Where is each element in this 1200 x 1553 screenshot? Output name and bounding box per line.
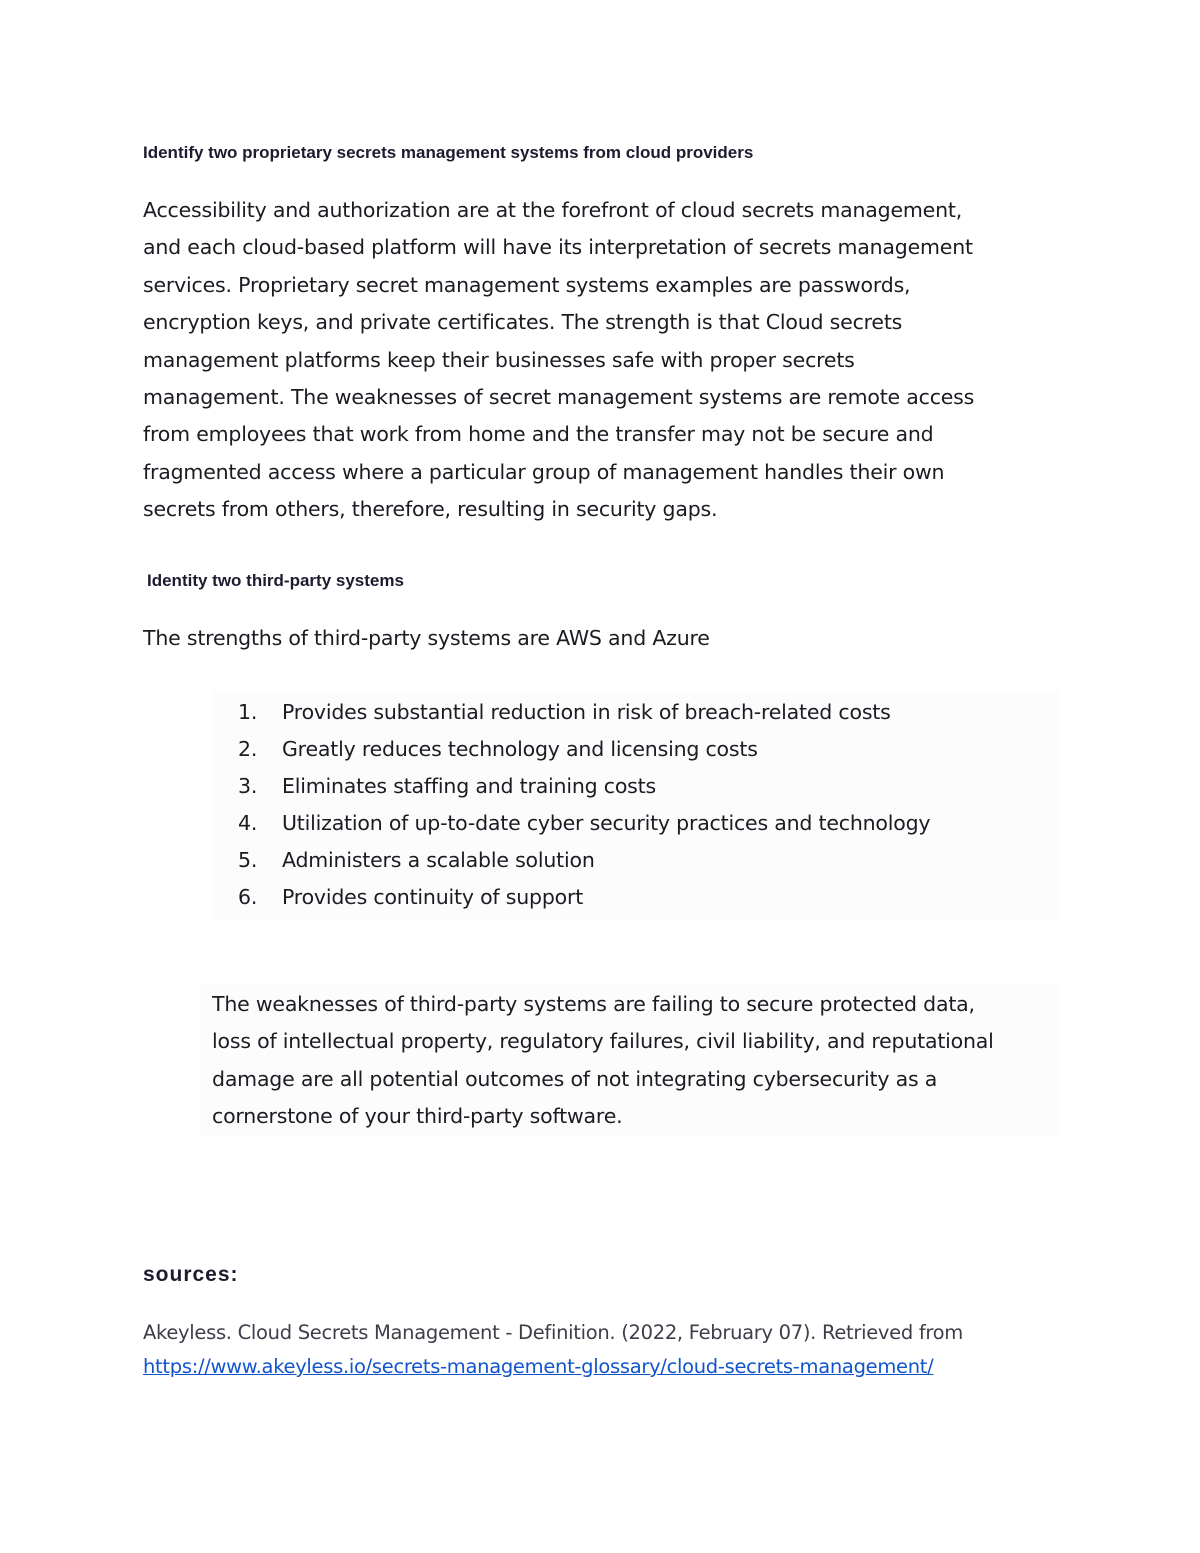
weaknesses-paragraph [212, 986, 994, 1136]
sources-heading: sources: [143, 1263, 239, 1286]
list-item-text: Provides substantial reduction in risk of breach-related costs [282, 700, 891, 724]
list-item-text: Greatly reduces technology and licensing costs [282, 737, 758, 761]
list-item [212, 879, 930, 916]
paragraph-line: cornerstone of your third-party software. [212, 1104, 623, 1129]
paragraph-line: Accessibility and authorization are at the forefront of cloud secrets management, [143, 198, 963, 222]
paragraph-line: secrets from others, therefore, resulting in security gaps. [143, 497, 718, 522]
citation-text: Akeyless. Cloud Secrets Management - Definition. (2022, February 07). Retrieved from [143, 1321, 963, 1344]
paragraph-line: loss of intellectual property, regulatory failures, civil liability, and reputational [212, 1029, 994, 1054]
list-item [212, 768, 930, 805]
paragraph-line: The weaknesses of third-party systems are failing to secure protected data, [212, 992, 975, 1016]
strengths-intro: The strengths of third-party systems are AWS and Azure [143, 626, 710, 650]
paragraph-line: fragmented access where a particular group of management handles their own [143, 459, 945, 484]
list-number: 1. [238, 700, 258, 724]
list-number: 2. [238, 737, 258, 761]
paragraph-line: and each cloud-based platform will have its interpretation of secrets management [143, 235, 973, 260]
list-number: 6. [238, 885, 258, 909]
list-item-text: Provides continuity of support [282, 885, 584, 909]
list-item-text: Utilization of up-to-date cyber security practices and technology [282, 811, 931, 835]
citation [143, 1316, 963, 1384]
section-heading-third-party: Identity two third-party systems [147, 571, 404, 590]
list-item [212, 731, 930, 768]
strengths-list [212, 694, 930, 916]
source-link[interactable]: https://www.akeyless.io/secrets-management-glossary/cloud-secrets-management/ [143, 1355, 934, 1378]
list-number: 5. [238, 848, 258, 872]
section-heading-proprietary: Identify two proprietary secrets management systems from cloud providers [143, 143, 754, 162]
proprietary-paragraph [143, 192, 974, 529]
paragraph-line: management platforms keep their businesses safe with proper secrets [143, 347, 855, 372]
list-item-text: Eliminates staffing and training costs [282, 774, 656, 798]
list-number: 4. [238, 811, 258, 835]
list-item [212, 694, 930, 731]
paragraph-line: services. Proprietary secret management systems examples are passwords, [143, 272, 911, 297]
list-number: 3. [238, 774, 258, 798]
list-item [212, 805, 930, 842]
list-item [212, 842, 930, 879]
paragraph-line: damage are all potential outcomes of not integrating cybersecurity as a [212, 1066, 938, 1091]
paragraph-line: encryption keys, and private certificates. The strength is that Cloud secrets [143, 310, 903, 335]
paragraph-line: from employees that work from home and the transfer may not be secure and [143, 422, 934, 447]
paragraph-line: management. The weaknesses of secret management systems are remote access [143, 385, 975, 410]
list-item-text: Administers a scalable solution [282, 848, 595, 872]
